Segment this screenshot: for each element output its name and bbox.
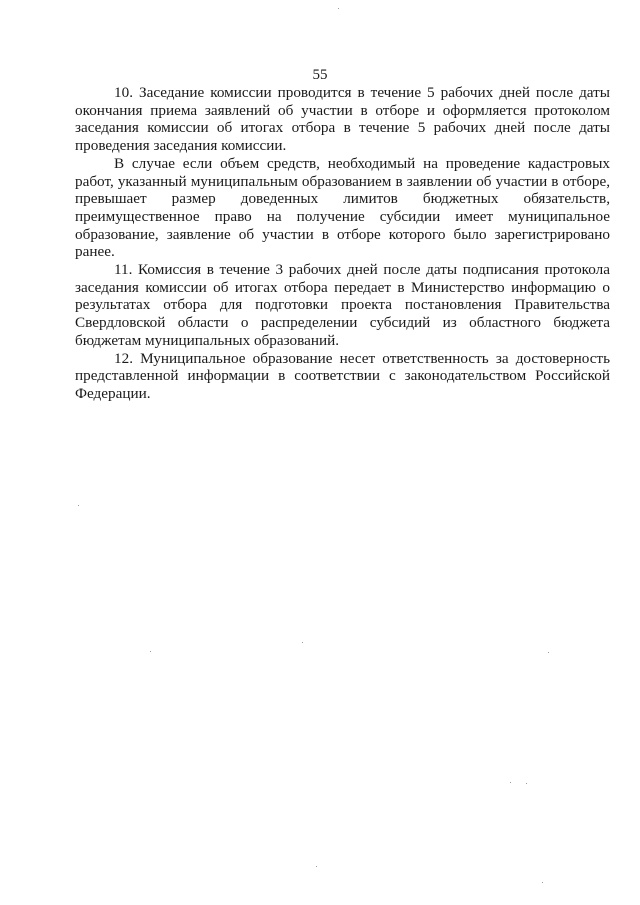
scan-speck [542, 882, 543, 883]
scan-speck [338, 8, 339, 9]
paragraph-10-continuation: В случае если объем средств, необходимый на проведение кадастровых работ, указанный муниципальным образованием в заявлении об участии в отборе, превышает размер доведенных лимитов бюджетных обязательств, преимущественное право на получение субсидии имеет муниципальное образование, заявление об участии в отборе которого было зарегистрировано ранее. [75, 154, 610, 261]
paragraph-10: 10. Заседание комиссии проводится в течение 5 рабочих дней после даты окончания приема заявлений об участии в отборе и оформляется протоколом заседания комиссии об итогах отбора в течение 5 рабочих дней после даты проведения заседания комиссии. [75, 84, 610, 155]
scan-speck [548, 652, 549, 653]
page-number: 55 [312, 67, 328, 83]
scan-speck [526, 783, 527, 784]
scan-speck [150, 651, 151, 652]
paragraph-11: 11. Комиссия в течение 3 рабочих дней после даты подписания протокола заседания комиссии об итогах отбора передает в Министерство информацию о результатах отбора для подготовки проекта постановления Правительства Свердловской области о распределении субсидий из областного бюджета бюджетам муниципальных образований. [75, 261, 610, 349]
scan-speck [316, 866, 317, 867]
document-body [75, 84, 610, 403]
paragraph-12: 12. Муниципальное образование несет ответственность за достоверность представленной информации в соответствии с законодательством Российской Федерации. [75, 349, 610, 402]
scan-speck [78, 505, 79, 506]
scan-speck [302, 642, 303, 643]
scan-speck [510, 782, 511, 783]
